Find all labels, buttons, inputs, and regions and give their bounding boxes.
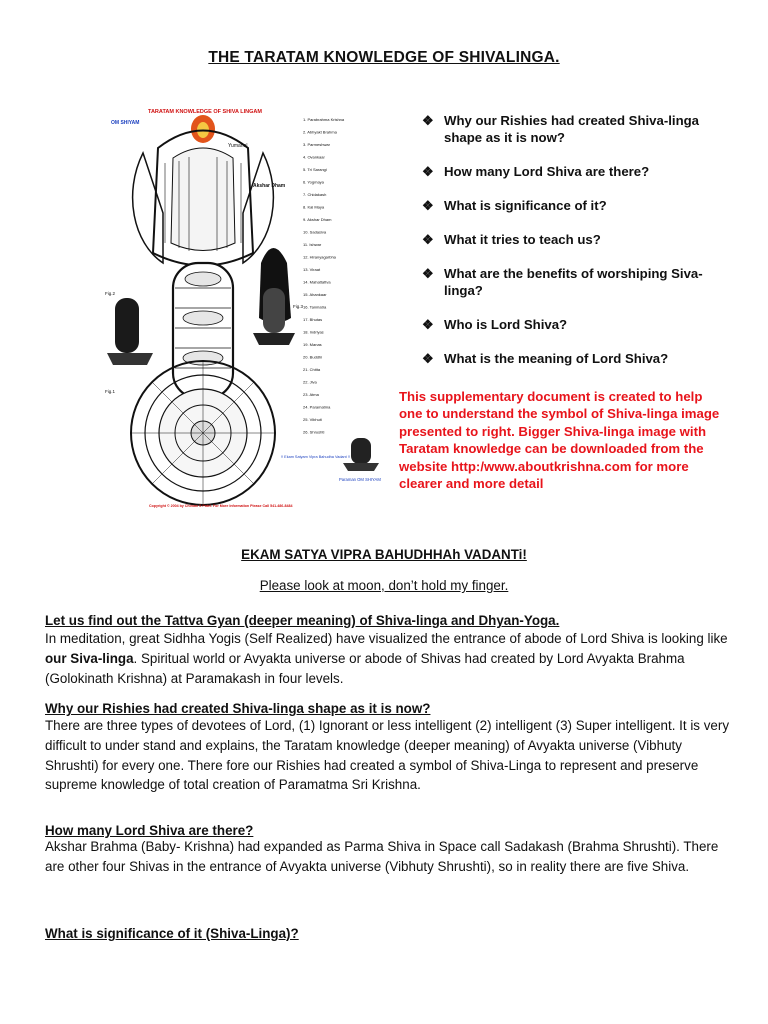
diamond-bullet-icon: ❖ bbox=[422, 198, 434, 213]
figure-sidebar-label: 6. Yogmaya bbox=[303, 179, 324, 185]
question-text: What is the meaning of Lord Shiva? bbox=[444, 351, 669, 366]
figure-sidebar-label: 23. Atma bbox=[303, 392, 319, 397]
question-text: What is significance of it? bbox=[444, 198, 607, 213]
question-list bbox=[422, 112, 722, 384]
section-text-why-shape: There are three types of devotees of Lord, (1) Ignorant or less intelligent (2) intelligent (3) Super intelligent. It is very difficult to under stand and explains, the Taratam knowledge (deeper meaning) of Avyakta universe (Vibhuty Shrushti) for every one. There fore our Rishies had created a symbol of Shiva-Linga to represent and preserve supreme knowledge of total creation of Paramatma Sri Krishna. bbox=[45, 718, 730, 793]
figure-sidebar-label: 20. Buddhi bbox=[303, 354, 323, 360]
figure-sidebar-label: 2. Abhyakt Brahma bbox=[303, 129, 337, 135]
figure-heading: TARATAM KNOWLEDGE OF SHIVA LINGAM bbox=[148, 109, 262, 115]
figure-sidebar-label: 5. Tri Sarangi bbox=[303, 167, 327, 172]
question-item bbox=[422, 316, 722, 333]
figure-sidebar-label: 17. Bhutas bbox=[303, 317, 323, 322]
section-heading-tattva-gyan: Let us find out the Tattva Gyan (deeper meaning) of Shiva-linga and Dhyan-Yoga. bbox=[45, 613, 560, 628]
diamond-bullet-icon: ❖ bbox=[422, 113, 434, 128]
figure-sidebar-label: 10. Sadasiva bbox=[303, 229, 327, 235]
figure-center-text: !! Ekam Satyam Vipra Bahudha Vadant !! bbox=[281, 455, 350, 459]
diamond-bullet-icon: ❖ bbox=[422, 266, 434, 281]
figure-sidebar-label: 9. Akshar Dham bbox=[303, 217, 332, 222]
moon-saying: Please look at moon, don’t hold my finger. bbox=[259, 578, 509, 593]
figure-sidebar-label: 24. Paramatma bbox=[303, 404, 331, 410]
figure-sidebar-label: 1. Parabrahma Krishna bbox=[303, 117, 345, 122]
diamond-bullet-icon: ❖ bbox=[422, 232, 434, 247]
figure-label-fig1: Fig.1 bbox=[105, 389, 116, 394]
diamond-bullet-icon: ❖ bbox=[422, 351, 434, 366]
question-text: How many Lord Shiva are there? bbox=[444, 164, 650, 179]
section-text-tattva-gyan: In meditation, great Sidhha Yogis (Self Realized) have visualized the entrance of abode of Lord Shiva is looking like our Siva-linga. Spiritual world or Avyakta universe or abode of Shivas had created by Lord Avyakta Brahma (Golokinath Krishna) at Paramakash in four levels. bbox=[45, 631, 728, 686]
figure-sidebar-label: 22. Jiva bbox=[303, 379, 317, 385]
question-text: Why our Rishies had created Shiva-linga shape as it is now? bbox=[444, 113, 700, 145]
figure-sidebar-label: 12. Hiranyagarbha bbox=[303, 254, 336, 260]
section-text-how-many: Akshar Brahma (Baby- Krishna) had expanded as Parma Shiva in Space call Sadakash (Brahma Shrushti). There are other four Shivas in the entrance of Avyakta universe (Vibhuty Shrushti), so in reality there are five Shiva. bbox=[45, 839, 719, 874]
emphasis-siva-linga: our Siva-linga bbox=[45, 650, 134, 666]
motto: EKAM SATYA VIPRA BAHUDHHAh VADANTi! bbox=[241, 547, 527, 562]
figure-sidebar-label: 7. Chidakash bbox=[303, 192, 327, 197]
question-item bbox=[422, 112, 722, 146]
document-title: THE TARATAM KNOWLEDGE OF SHIVALINGA. bbox=[208, 49, 560, 66]
figure-sidebar-label: 13. Viraat bbox=[303, 267, 321, 272]
figure-sidebar-label: 18. Indriyas bbox=[303, 329, 324, 335]
diamond-bullet-icon: ❖ bbox=[422, 164, 434, 179]
section-heading-why-shape: Why our Rishies had created Shiva-linga shape as it is now? bbox=[45, 701, 431, 716]
question-item bbox=[422, 197, 722, 214]
supplementary-note: This supplementary document is created to help one to understand the symbol of Shiva-linga image presented to right. Bigger Shiva-linga image with Taratam knowledge can be downloaded from the website http:/www.aboutkrishna.com for more clearer and more detail bbox=[399, 389, 720, 492]
question-item bbox=[422, 231, 722, 248]
figure-akshar-dham: Akshar Dham bbox=[253, 183, 286, 189]
section-heading-how-many: How many Lord Shiva are there? bbox=[45, 823, 254, 838]
figure-sidebar-label: 19. Manas bbox=[303, 342, 322, 347]
section-heading-significance: What is significance of it (Shiva-Linga)? bbox=[45, 926, 299, 941]
question-item bbox=[422, 350, 722, 367]
shiva-linga-illustration bbox=[103, 103, 393, 513]
figure-label-fig3: Fig.3 bbox=[293, 304, 304, 309]
diamond-bullet-icon: ❖ bbox=[422, 317, 434, 332]
figure-om: OM SHIYAM bbox=[111, 120, 140, 126]
question-item bbox=[422, 265, 722, 299]
figure-footer: Copyright © 2004 by Chiman S Patel. For More Information Please Call 541-486-8484 bbox=[149, 504, 293, 508]
question-text: What it tries to teach us? bbox=[444, 232, 601, 247]
figure-sidebar-label: 8. Kal Maya bbox=[303, 204, 325, 210]
figure-sidebar-label: 15. Ahankaar bbox=[303, 292, 327, 297]
figure-sidebar-label: 3. Parmeshwar bbox=[303, 142, 330, 147]
question-text: What are the benefits of worshiping Siva-linga? bbox=[444, 266, 703, 298]
figure-label-fig2: Fig.2 bbox=[105, 291, 116, 296]
figure-sidebar-label: 14. Mahattattva bbox=[303, 279, 331, 285]
question-item bbox=[422, 163, 722, 180]
figure-sidebar-label: 25. Vibhuti bbox=[303, 417, 322, 422]
question-text: Who is Lord Shiva? bbox=[444, 317, 568, 332]
figure-sidebar-label: 11. Ishwar bbox=[303, 242, 322, 247]
figure-yumanal: Yumanal bbox=[228, 143, 248, 149]
figure-bottom-right: Paraman OM SHIYAM bbox=[339, 477, 381, 482]
figure-sidebar-label: 21. Chitta bbox=[303, 367, 321, 372]
figure-sidebar-label: 16. Tanmatra bbox=[303, 304, 327, 310]
figure-sidebar-label: 4. Ovankaar bbox=[303, 154, 325, 160]
figure-sidebar-label: 26. Shrushti bbox=[303, 429, 325, 435]
